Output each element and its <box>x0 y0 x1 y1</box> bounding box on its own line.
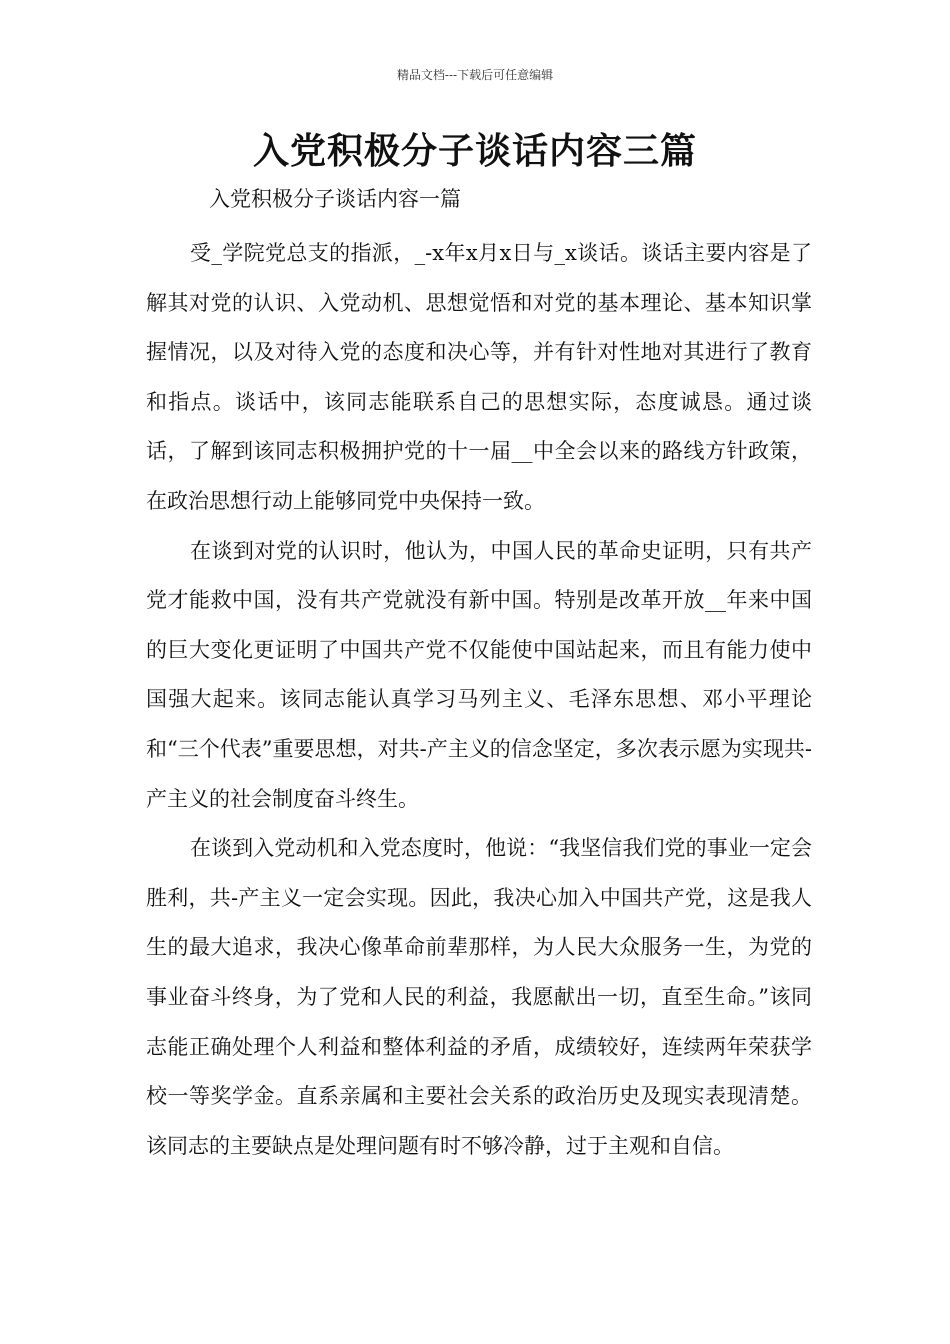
document-subtitle: 入党积极分子谈话内容一篇 <box>209 187 461 211</box>
paragraph: 受_学院党总支的指派，_-x年x月x日与_x谈话。谈话主要内容是了解其对党的认识、入党动机、思想觉悟和对党的基本理论、基本知识掌握情况，以及对待入党的态度和决心等，并有针对性地对其进行了教育和指点。谈话中，该同志能联系自己的思想实际，态度诚恳。通过谈话，了解到该同志积极拥护党的十一届__中全会以来的路线方针政策，在政治思想行动上能够同党中央保持一致。 <box>146 241 812 513</box>
paragraph: 在谈到对党的认识时，他认为，中国人民的革命史证明，只有共产党才能救中国，没有共产党就没有新中国。特别是改革开放__年来中国的巨大变化更证明了中国共产党不仅能使中国站起来，而且有能力使中国强大起来。该同志能认真学习马列主义、毛泽东思想、邓小平理论和“三个代表”重要思想，对共-产主义的信念坚定，多次表示愿为实现共-产主义的社会制度奋斗终生。 <box>146 538 812 811</box>
document-title: 入党积极分子谈话内容三篇 <box>252 131 697 172</box>
page-header: 精品文档---下载后可任意编辑 <box>396 68 554 82</box>
paragraph: 在谈到入党动机和入党态度时，他说：“我坚信我们党的事业一定会胜利，共-产主义一定会实现。因此，我决心加入中国共产党，这是我人生的最大追求，我决心像革命前辈那样，为人民大众服务一生，为党的事业奋斗终身，为了党和人民的利益，我愿献出一切，直至生命。”该同志能正确处理个人利益和整体利益的矛盾，成绩较好，连续两年荣获学校一等奖学金。直系亲属和主要社会关系的政治历史及现实表现清楚。该同志的主要缺点是处理问题有时不够冷静，过于主观和自信。 <box>146 836 812 1158</box>
document-body <box>146 229 812 1171</box>
